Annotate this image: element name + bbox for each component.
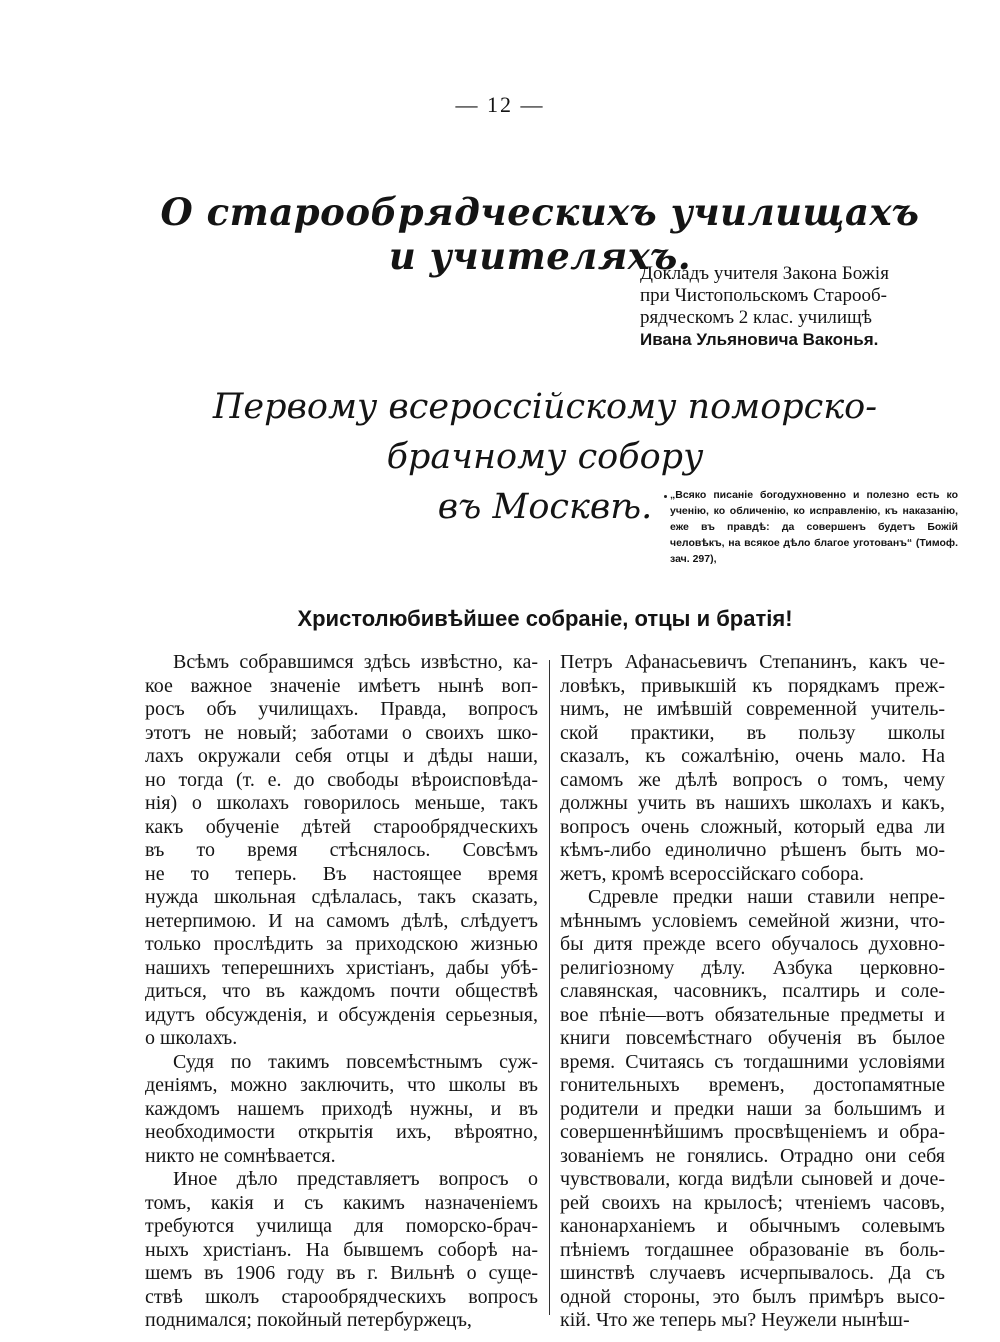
column-divider — [549, 660, 550, 1315]
article-title: О старообрядческихъ училищахъ и учителяхъ. — [160, 190, 920, 278]
text-line: никто не сомнѣвается. — [145, 1144, 336, 1167]
text-line: ловѣкъ, привыкшій къ порядкамъ преж- — [560, 674, 945, 697]
text-line: время. Считаясь съ тогдашними условіями — [560, 1050, 945, 1073]
text-line: зованіемъ не гонялись. Отрадно они себя — [560, 1144, 945, 1167]
text-line: самомъ же дѣлѣ вопросъ о томъ, чему — [560, 768, 945, 791]
left-paragraph-2 — [145, 1051, 538, 1169]
right-paragraph-1 — [560, 651, 945, 886]
text-line: пѣніемъ тогдашнее образованіе въ боль- — [560, 1238, 945, 1261]
text-line: бы дитя прежде всего обучалось духовно- — [560, 933, 945, 955]
text-line: шемъ въ 1906 году въ г. Вильнѣ о суще- — [145, 1262, 538, 1284]
dedication-line-1: Первому всероссійскому поморско-брачному собору — [212, 387, 878, 477]
text-line: не то теперь. Въ настоящее время — [145, 862, 538, 885]
text-line: о школахъ. — [145, 1027, 238, 1049]
text-line: нетерпимою. И на самомъ дѣлѣ, слѣдуетъ — [145, 909, 538, 932]
text-line: чувствовали, когда видѣли сыновей и доче- — [560, 1168, 945, 1190]
text-line: но тогда (т. е. до свободы вѣроисповѣда- — [145, 768, 538, 791]
text-line: поднимался; покойный петербуржецъ, — [145, 1309, 472, 1331]
author-block — [640, 263, 950, 351]
page-number: — 12 — — [455, 92, 545, 117]
text-line: рей своихъ на крылосѣ; чтеніемъ часовъ, — [560, 1191, 945, 1214]
left-column — [145, 651, 538, 1333]
dedication-line-2: въ Москвѣ. — [437, 487, 653, 527]
text-line: ныхъ христіанъ. На бывшемъ соборѣ на- — [145, 1238, 538, 1261]
text-line: Иное дѣло представляетъ вопросъ о — [173, 1168, 538, 1190]
text-line: кое важное значеніе имѣетъ нынѣ воп- — [145, 674, 538, 697]
right-paragraph-2 — [560, 886, 945, 1333]
text-line: лахъ окружали себя отцы и дѣды наши, — [145, 745, 538, 767]
text-line: росъ объ училищахъ. Правда, вопросъ — [145, 698, 538, 720]
text-line: идутъ обсужденія, и обсужденія серьезныя, — [145, 1003, 538, 1026]
text-line: гонительныхъ временъ, достопамятные — [560, 1074, 945, 1096]
text-line: книги повсемѣстнаго обученія въ былое — [560, 1027, 945, 1049]
text-line: въ то время стѣснялось. Совсѣмъ — [145, 839, 538, 861]
address-heading: Христолюбивѣйшее собраніе, отцы и братія! — [297, 606, 793, 631]
text-line: сказалъ, къ сожалѣнію, очень мало. На — [560, 745, 945, 767]
right-column — [560, 651, 945, 1333]
author-name: Ивана Ульяновича Ваконья. — [640, 330, 879, 349]
text-line: диться, что въ каждомъ почти обществѣ — [145, 980, 538, 1002]
text-line: нашихъ теперешнихъ христіанъ, дабы убѣ- — [145, 956, 538, 979]
text-line: вое пѣніе—вотъ обязательные предметы и — [560, 1003, 945, 1026]
text-line: какъ обученіе дѣтей старообрядческихъ — [145, 815, 538, 838]
text-line: этотъ не новый; заботами о своихъ шко- — [145, 721, 538, 744]
text-line: Сдревле предки наши ставили непре- — [588, 886, 945, 908]
text-line: Всѣмъ собравшимся здѣсь извѣстно, ка- — [173, 651, 538, 673]
text-line: требуются училища для поморско-брач- — [145, 1215, 538, 1237]
text-line: славянская, часовникъ, псалтирь и соле- — [560, 980, 945, 1002]
text-line: кѣмъ-либо единолично рѣшенъ быть мо- — [560, 839, 945, 861]
text-line: кій. Что же теперь мы? Неужели нынѣш- — [560, 1309, 910, 1331]
text-line: мѣннымъ условіемъ семейной жизни, что- — [560, 909, 945, 932]
text-line: родители и предки наши за большимъ и — [560, 1097, 945, 1120]
text-line: канонарханіемъ и обычнымъ солевымъ — [560, 1215, 945, 1237]
text-line: религіозному дѣлу. Азбука церковно- — [560, 956, 945, 979]
text-line: совершеннѣйшимъ просвѣщеніемъ и обра- — [560, 1121, 945, 1143]
text-line: Петръ Афанасьевичъ Степанинъ, какъ че- — [560, 651, 945, 673]
text-line: вопросъ очень сложный, который едва ли — [560, 815, 945, 838]
text-line: жетъ, кромѣ всероссійскаго собора. — [560, 862, 865, 885]
text-line: шинствѣ случаевъ исчерпывалось. Да съ — [560, 1262, 945, 1284]
text-line: ской практики, въ пользу школы — [560, 721, 945, 744]
author-line-3: рядческомъ 2 клас. училищѣ — [640, 307, 872, 328]
left-paragraph-3 — [145, 1168, 538, 1333]
text-line: нія) о школахъ говорилось меньше, такъ — [145, 792, 538, 814]
author-line-1: Докладъ учителя Закона Божія — [640, 263, 889, 284]
text-line: каждомъ нашемъ приходѣ нужны, и въ — [145, 1097, 538, 1120]
left-paragraph-1 — [145, 651, 538, 1051]
text-line: Судя по такимъ повсемѣстнымъ суж- — [173, 1050, 538, 1073]
text-line: томъ, какія и съ какимъ назначеніемъ — [145, 1191, 538, 1214]
text-line: нужда школьная сдѣлалась, такъ сказать, — [145, 886, 538, 908]
author-line-2: при Чистопольскомъ Старооб- — [640, 285, 887, 306]
text-line: необходимости открытія ихъ, вѣроятно, — [145, 1121, 538, 1143]
text-line: ствѣ школъ старообрядческихъ вопросъ — [145, 1285, 538, 1308]
text-line: одной стороны, это былъ примѣръ высо- — [560, 1285, 945, 1308]
text-line: нимъ, не имѣвшій современной учитель- — [560, 698, 945, 720]
text-line: только прослѣдить за приходскою жизнью — [145, 933, 538, 955]
text-line: деніямъ, можно заключить, что школы въ — [145, 1074, 538, 1096]
text-line: должны учить въ нашихъ школахъ и какъ, — [560, 792, 945, 814]
epigraph-dot — [664, 495, 667, 498]
epigraph: „Всяко писаніе богодухновенно и полезно есть ко ученію, ко обличенію, ко исправленію, къ наказанію, еже въ правдѣ: да совершенъ будетъ Божій человѣкъ, на всякое дѣло благое уготованъ“ (Тимоф. зач. 297), — [670, 489, 958, 565]
